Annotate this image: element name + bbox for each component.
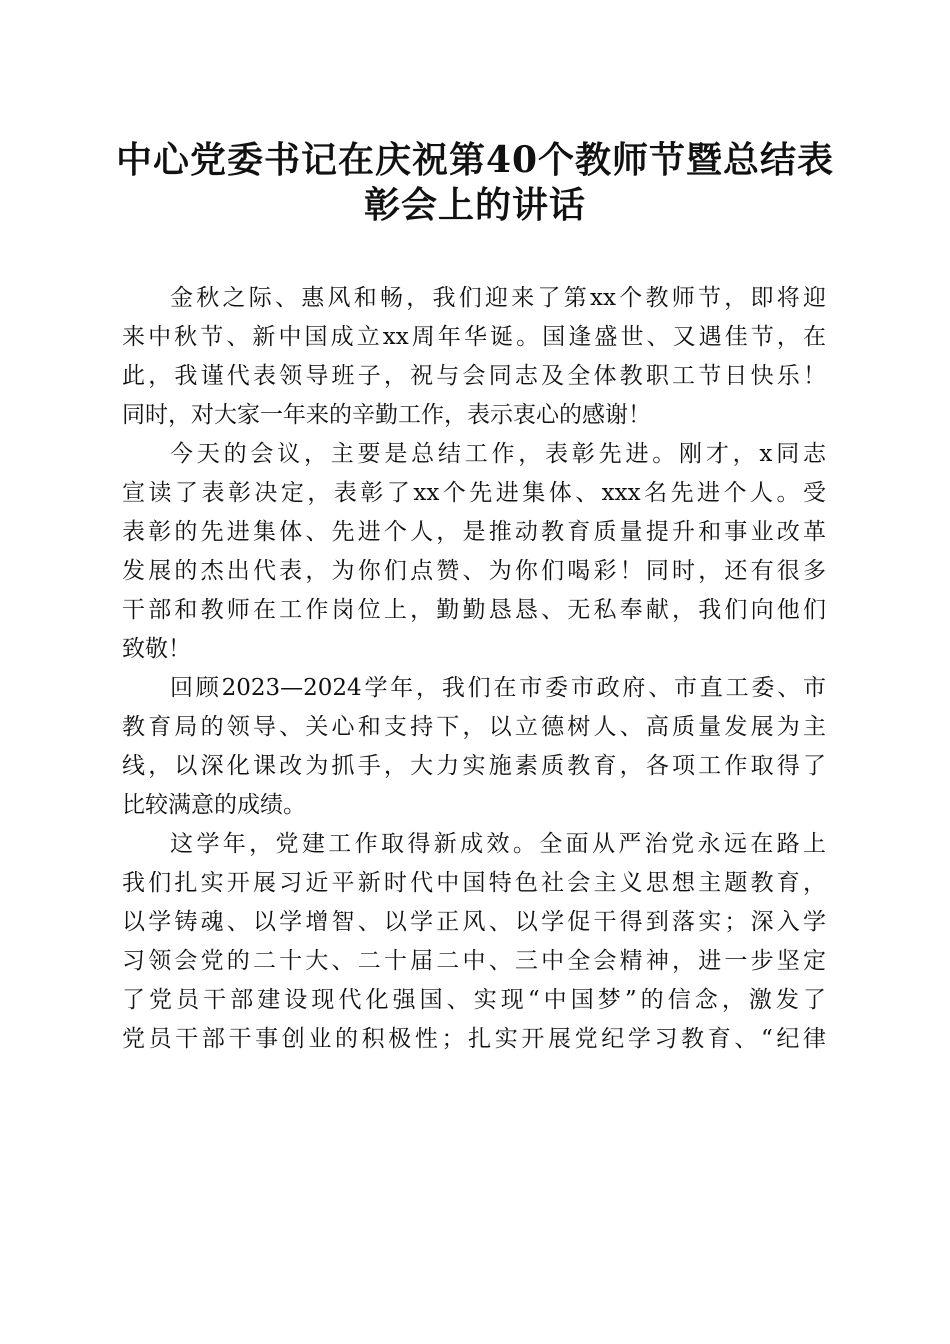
paragraph-1 (122, 279, 826, 435)
paragraph-line: 此，我谨代表领导班子，祝与会同志及全体教职工节日快乐！ (122, 363, 826, 389)
paragraph-line: 致敬！ (122, 636, 191, 662)
title-line-2: 彰会上的讲话 (363, 184, 586, 226)
paragraph-line: 宣读了表彰决定，表彰了xx个先进集体、xxx名先进个人。受 (122, 480, 826, 506)
paragraph-line: 发展的杰出代表，为你们点赞、为你们喝彩！同时，还有很多 (122, 558, 826, 584)
paragraph-line: 这学年，党建工作取得新成效。全面从严治党永远在路上 (170, 831, 826, 857)
paragraph-line: 党员干部干事创业的积极性；扎实开展党纪学习教育、“纪律 (122, 1026, 826, 1052)
document-body (122, 279, 826, 1059)
paragraph-line: 习领会党的二十大、二十届二中、三中全会精神，进一步坚定 (122, 948, 826, 974)
paragraph-line: 来中秋节、新中国成立xx周年华诞。国逢盛世、又遇佳节，在 (122, 324, 826, 350)
paragraph-4 (122, 825, 826, 1059)
paragraph-2 (122, 435, 826, 669)
paragraph-line: 干部和教师在工作岗位上，勤勤恳恳、无私奉献，我们向他们 (122, 597, 826, 623)
paragraph-line: 以学铸魂、以学增智、以学正风、以学促干得到落实；深入学 (122, 909, 826, 935)
paragraph-line: 今天的会议，主要是总结工作，表彰先进。刚才，x同志 (170, 441, 826, 467)
paragraph-line: 金秋之际、惠风和畅，我们迎来了第xx个教师节，即将迎 (170, 285, 826, 311)
paragraph-line: 比较满意的成绩。 (122, 792, 306, 818)
paragraph-line: 教育局的领导、关心和支持下，以立德树人、高质量发展为主 (122, 714, 826, 740)
paragraph-line: 回顾2023—2024学年，我们在市委市政府、市直工委、市 (170, 675, 826, 701)
paragraph-line: 我们扎实开展习近平新时代中国特色社会主义思想主题教育， (122, 870, 826, 896)
paragraph-line: 同时，对大家一年来的辛勤工作，表示衷心的感谢！ (122, 402, 651, 428)
paragraph-line: 线，以深化课改为抓手，大力实施素质教育，各项工作取得了 (122, 753, 826, 779)
paragraph-line: 表彰的先进集体、先进个人，是推动教育质量提升和事业改革 (122, 519, 826, 545)
paragraph-line: 了党员干部建设现代化强国、实现“中国梦”的信念，激发了 (122, 987, 826, 1013)
title-line-1: 中心党委书记在庆祝第40个教师节暨总结表 (115, 139, 835, 181)
paragraph-3 (122, 669, 826, 825)
document-title (110, 138, 840, 228)
